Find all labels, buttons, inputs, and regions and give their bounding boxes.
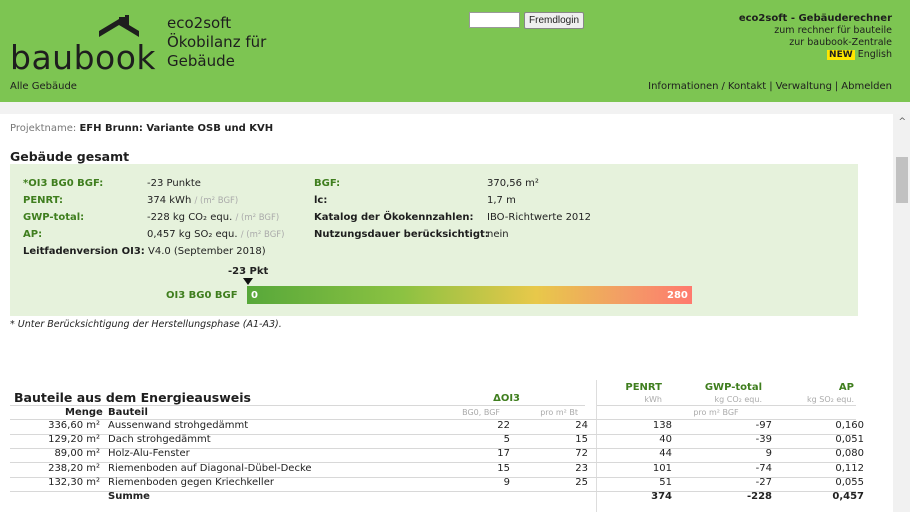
cell-gwp: -39 — [755, 434, 772, 446]
cell-bauteil: Riemenboden gegen Kriechkeller — [108, 476, 274, 488]
penrt-value-group — [147, 195, 238, 206]
nutzung-value: nein — [487, 229, 509, 240]
nav-separator: | — [769, 81, 773, 92]
cell-ap: 0,160 — [835, 420, 864, 431]
col-sub-per-bgf: pro m² BGF — [693, 408, 739, 417]
nutzung-label: Nutzungsdauer berücksichtigt: — [314, 229, 489, 240]
header-bar — [0, 0, 910, 102]
project-name-line — [10, 123, 273, 134]
col-bauteil: Bauteil — [108, 407, 148, 418]
nav-separator: / — [721, 81, 725, 92]
baubook-center-link[interactable]: zur baubook-Zentrale — [789, 37, 892, 48]
nav-abmelden[interactable]: Abmelden — [841, 81, 892, 92]
cell-bauteil: Holz-Alu-Fenster — [108, 448, 190, 460]
app-title-line1: eco2soft — [167, 14, 232, 32]
cell-menge: 238,20 m² — [48, 462, 100, 474]
gwp-unit: / (m² BGF) — [235, 213, 280, 223]
leitfaden-row — [23, 246, 266, 257]
scroll-up-icon[interactable]: ^ — [898, 117, 906, 127]
ap-value: 0,457 kg SO₂ equ. — [147, 229, 238, 240]
cell-ap: 0,055 — [835, 476, 864, 488]
cell-oi3-bgf: 15 — [497, 462, 510, 474]
penrt-unit: / (m² BGF) — [194, 196, 239, 206]
nav-informationen[interactable]: Informationen — [648, 81, 719, 92]
cell-menge: 89,00 m² — [54, 448, 100, 460]
scale-max: 280 — [667, 290, 688, 301]
col-head-penrt: PENRT — [625, 382, 662, 393]
nav-verwaltung[interactable]: Verwaltung — [775, 81, 832, 92]
oi3-label: *OI3 BG0 BGF: — [23, 178, 104, 189]
gwp-label: GWP-total: — [23, 212, 85, 223]
cell-oi3-bt: 23 — [575, 462, 588, 474]
col-head-ap: AP — [838, 382, 854, 393]
sum-gwp: -228 — [746, 491, 772, 502]
score-marker-arrow-icon — [243, 278, 253, 285]
project-label: Projektname: — [10, 123, 77, 134]
header-divider — [597, 405, 856, 406]
col-sub-ap: kg SO₂ equ. — [807, 395, 854, 404]
cell-ap: 0,080 — [835, 448, 864, 460]
cell-penrt: 40 — [659, 434, 672, 446]
table-title: Bauteile aus dem Energieausweis — [14, 390, 251, 405]
cell-oi3-bgf: 22 — [497, 420, 510, 431]
oi3-row — [23, 178, 103, 189]
new-badge: NEW — [829, 50, 853, 60]
cell-oi3-bgf: 9 — [503, 476, 510, 488]
ap-unit: / (m² BGF) — [240, 230, 285, 240]
table-row — [10, 420, 864, 434]
app-title — [167, 14, 266, 71]
table-row — [10, 434, 864, 448]
header-right-links — [739, 13, 892, 61]
section-title-building: Gebäude gesamt — [10, 149, 130, 164]
all-buildings-link[interactable]: Alle Gebäude — [10, 81, 77, 92]
cell-ap: 0,112 — [835, 462, 864, 474]
header-gap — [0, 102, 910, 114]
penrt-label: PENRT: — [23, 195, 64, 206]
scale-min: 0 — [251, 290, 258, 301]
lc-value: 1,7 m — [487, 195, 516, 206]
cell-menge: 129,20 m² — [48, 434, 100, 446]
cell-oi3-bt: 24 — [575, 420, 588, 431]
leitfaden-label: Leitfadenversion OI3: — [23, 246, 145, 257]
app-title-line2: Ökobilanz für — [167, 33, 267, 51]
nav-kontakt[interactable]: Kontakt — [727, 81, 767, 92]
penrt-value: 374 kWh — [147, 195, 192, 206]
cell-bauteil: Aussenwand strohgedämmt — [108, 420, 249, 431]
sum-penrt: 374 — [651, 491, 672, 502]
cell-oi3-bgf: 17 — [497, 448, 510, 460]
oi3-scale-bar — [247, 286, 692, 304]
cell-gwp: -27 — [755, 476, 772, 488]
component-calculator-link[interactable]: zum rechner für bauteile — [774, 25, 892, 36]
baubook-logo[interactable]: baubook — [10, 38, 157, 77]
sum-row — [10, 491, 864, 505]
cell-gwp: -97 — [755, 420, 772, 431]
cell-penrt: 44 — [659, 448, 672, 460]
table-row — [10, 476, 864, 491]
col-sub-oi3-bgf: BG0, BGF — [462, 408, 500, 417]
lc-label: lc: — [314, 195, 328, 206]
cell-oi3-bt: 25 — [575, 476, 588, 488]
sum-label: Summe — [108, 491, 150, 502]
top-nav — [648, 81, 892, 92]
bgf-label: BGF: — [314, 178, 341, 189]
cell-bauteil: Dach strohgedämmt — [108, 434, 211, 446]
scale-label: OI3 BG0 BGF — [166, 290, 238, 301]
scrollbar-thumb[interactable] — [896, 157, 908, 203]
header-right-title: eco2soft - Gebäuderechner — [738, 13, 892, 24]
login-input[interactable] — [469, 12, 520, 28]
cell-menge: 336,60 m² — [48, 420, 100, 431]
col-sub-penrt: kWh — [644, 395, 662, 404]
footnote: * Unter Berücksichtigung der Herstellungsphase (A1-A3). — [10, 319, 282, 330]
ap-value-group — [147, 229, 284, 240]
cell-bauteil: Riemenboden auf Diagonal-Dübel-Decke — [108, 462, 312, 474]
katalog-value: IBO-Richtwerte 2012 — [487, 212, 592, 223]
table-row — [10, 462, 864, 477]
col-head-gwp: GWP-total — [704, 382, 762, 393]
gwp-value: -228 kg CO₂ equ. — [147, 212, 233, 223]
col-head-oi3: ΔOI3 — [493, 393, 520, 404]
project-name: EFH Brunn: Variante OSB und KVH — [79, 123, 274, 134]
col-sub-oi3-bt: pro m² Bt — [540, 408, 578, 417]
bgf-value: 370,56 m² — [487, 178, 539, 189]
cell-oi3-bgf: 5 — [503, 434, 510, 446]
header-divider — [10, 405, 585, 406]
app-title-line3: Gebäude — [167, 52, 235, 70]
fremdlogin-button[interactable]: Fremdlogin — [524, 12, 584, 29]
col-sub-gwp: kg CO₂ equ. — [714, 395, 762, 404]
cell-menge: 132,30 m² — [48, 476, 100, 488]
cell-gwp: 9 — [765, 448, 772, 460]
cell-ap: 0,051 — [835, 434, 864, 446]
col-menge: Menge — [65, 407, 103, 418]
sum-ap: 0,457 — [832, 491, 864, 502]
english-link[interactable]: English — [857, 49, 892, 60]
score-marker-label: -23 Pkt — [228, 266, 269, 277]
cell-penrt: 138 — [652, 420, 672, 431]
language-line — [739, 49, 892, 61]
cell-penrt: 51 — [659, 476, 672, 488]
leitfaden-value: V4.0 (September 2018) — [147, 246, 266, 257]
table-row — [10, 448, 864, 462]
katalog-label: Katalog der Ökokennzahlen: — [314, 212, 474, 223]
cell-oi3-bt: 72 — [575, 448, 588, 460]
cell-oi3-bt: 15 — [575, 434, 588, 446]
cell-gwp: -74 — [755, 462, 772, 474]
ap-label: AP: — [23, 229, 43, 240]
gwp-value-group — [147, 212, 279, 223]
nav-separator: | — [834, 81, 839, 92]
cell-penrt: 101 — [652, 462, 672, 474]
oi3-value: -23 Punkte — [147, 178, 201, 189]
